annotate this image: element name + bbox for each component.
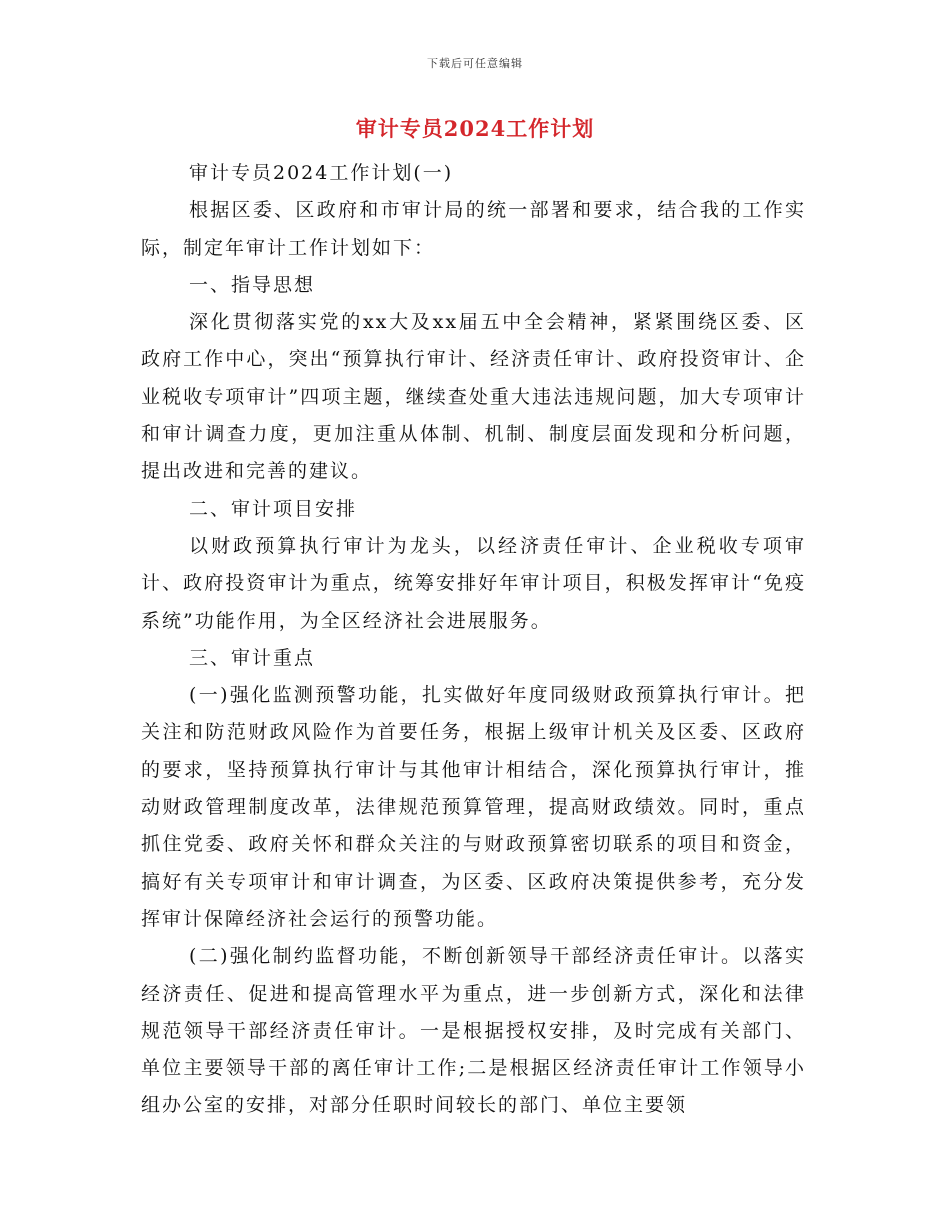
body-paragraph: (一)强化监测预警功能，扎实做好年度同级财政预算执行审计。把关注和防范财政风险作为首要任务，根据上级审计机关及区委、区政府的要求，坚持预算执行审计与其他审计相结合，深化预算执行审计，推动财政管理制度改革，法律规范预算管理，提高财政绩效。同时，重点抓住党委、政府关怀和群众关注的与财政预算密切联系的项目和资金，搞好有关专项审计和审计调查，为区委、区政府决策提供参考，充分发挥审计保障经济社会运行的预警功能。 <box>141 684 806 930</box>
document-body <box>141 155 806 1125</box>
body-paragraph: 根据区委、区政府和市审计局的统一部署和要求，结合我的工作实际，制定年审计工作计划如下： <box>141 199 806 259</box>
section-heading: 三、审计重点 <box>189 646 316 669</box>
section-heading: 一、指导思想 <box>189 273 316 296</box>
header-note: 下载后可任意编辑 <box>427 57 523 70</box>
body-paragraph: 以财政预算执行审计为龙头，以经济责任审计、企业税收专项审计、政府投资审计为重点，统筹安排好年审计项目，积极发挥审计“免疫系统”功能作用，为全区经济社会进展服务。 <box>141 534 806 632</box>
body-paragraph: (二)强化制约监督功能，不断创新领导干部经济责任审计。以落实经济责任、促进和提高管理水平为重点，进一步创新方式，深化和法律规范领导干部经济责任审计。一是根据授权安排，及时完成有关部门、单位主要领导干部的离任审计工作;二是根据区经济责任审计工作领导小组办公室的安排，对部分任职时间较长的部门、单位主要领 <box>141 945 806 1117</box>
section-heading: 二、审计项目安排 <box>189 497 358 520</box>
body-paragraph: 深化贯彻落实党的xx大及xx届五中全会精神，紧紧围绕区委、区政府工作中心，突出“预算执行审计、经济责任审计、政府投资审计、企业税收专项审计”四项主题，继续查处重大违法违规问题，加大专项审计和审计调查力度，更加注重从体制、机制、制度层面发现和分析问题，提出改进和完善的建议。 <box>141 311 806 483</box>
body-paragraph: 审计专员2024工作计划(一) <box>189 162 454 184</box>
document-title: 审计专员2024工作计划 <box>355 116 595 141</box>
